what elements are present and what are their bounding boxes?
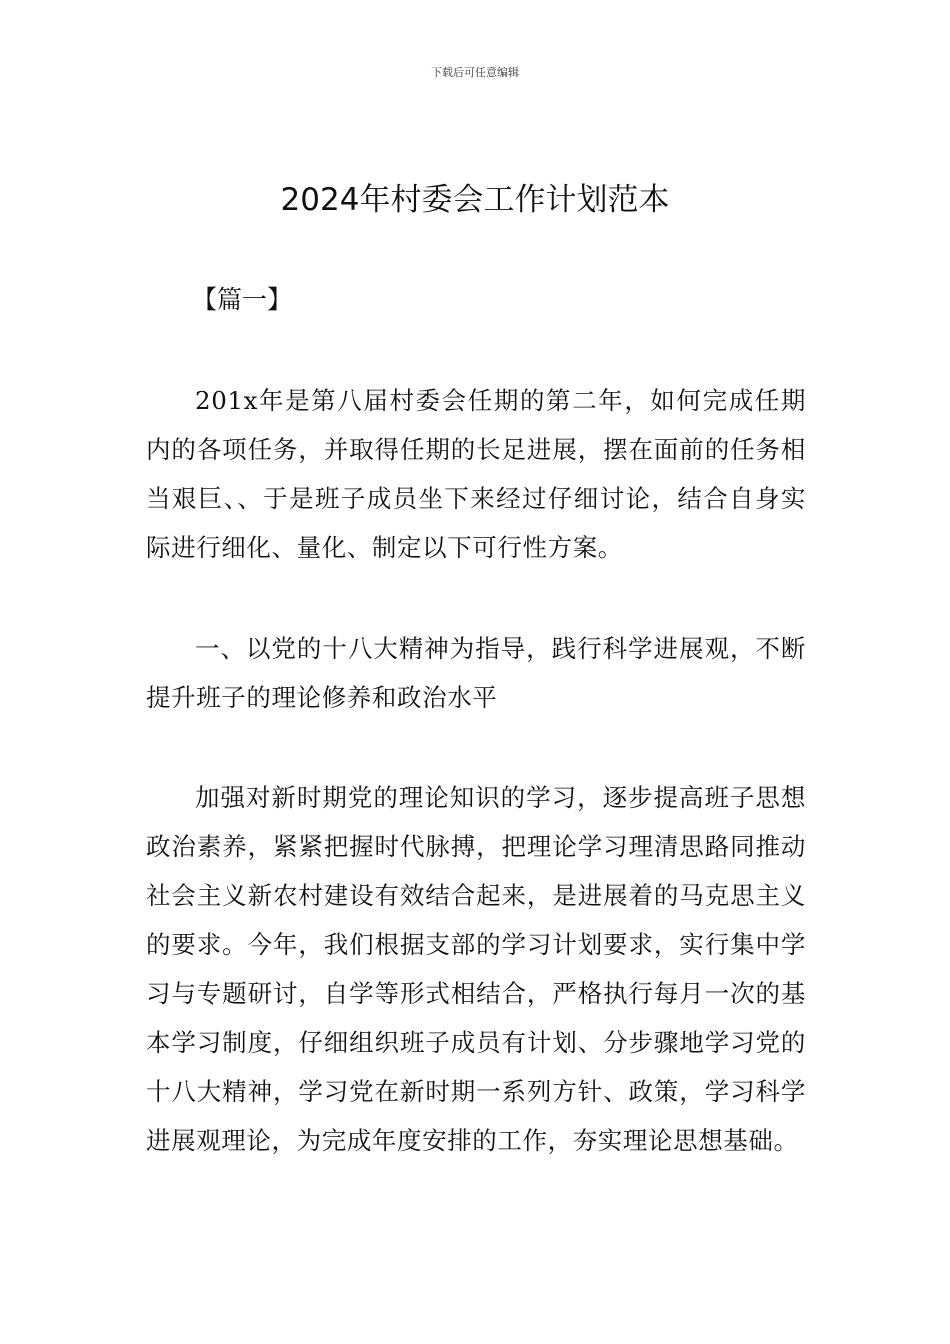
paragraph-heading-one: 一、以党的十八大精神为指导，践行科学进展观，不断提升班子的理论修养和政治水平 xyxy=(146,634,806,712)
section-label: 【篇一】 xyxy=(192,285,293,314)
document-title: 2024年村委会工作计划范本 xyxy=(280,182,670,218)
paragraph-intro: 201x年是第八届村委会任期的第二年，如何完成任期内的各项任务，并取得任期的长足进展，摆在面前的任务相当艰巨、、于是班子成员坐下来经过仔细讨论，结合自身实际进行细化、量化、制定以下可行性方案。 xyxy=(146,386,806,562)
page-header-note: 下载后可任意编辑 xyxy=(431,66,519,79)
paragraph-study: 加强对新时期党的理论知识的学习，逐步提高班子思想政治素养，紧紧把握时代脉搏，把理论学习理清思路同推动社会主义新农村建设有效结合起来，是进展着的马克思主义的要求。今年，我们根据支部的学习计划要求，实行集中学习与专题研讨，自学等形式相结合，严格执行每月一次的基本学习制度，仔细组织班子成员有计划、分步骤地学习党的十八大精神，学习党在新时期一系列方针、政策，学习科学进展观理论，为完成年度安排的工作，夯实理论思想基础。 xyxy=(146,783,806,1155)
